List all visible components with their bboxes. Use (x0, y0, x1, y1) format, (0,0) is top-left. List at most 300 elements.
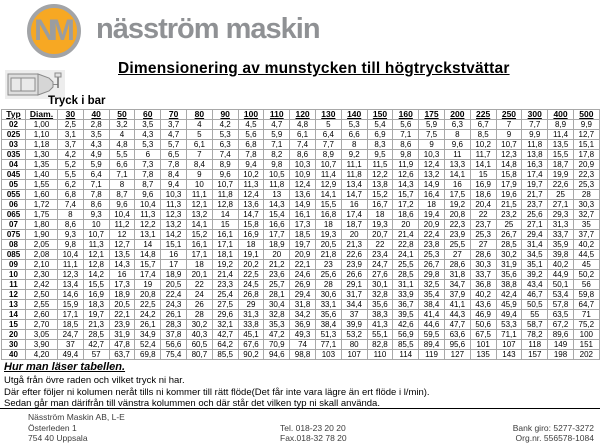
flow-cell: 71,1 (496, 330, 522, 340)
typ-cell: 02 (2, 120, 26, 130)
flow-cell: 8,6 (290, 150, 316, 160)
flow-cell: 6,4 (315, 130, 341, 140)
flow-cell: 19 (135, 280, 161, 290)
flow-cell: 27,5 (212, 300, 238, 310)
typ-cell: 035 (2, 150, 26, 160)
flow-cell: 25 (548, 190, 574, 200)
flow-cell: 40,2 (470, 290, 496, 300)
flow-cell: 21,4 (393, 230, 419, 240)
flow-cell: 16 (109, 270, 135, 280)
flow-cell: 63,6 (444, 330, 470, 340)
table-row (2, 190, 600, 200)
flow-cell: 41,4 (419, 310, 445, 320)
flow-cell: 3,7 (58, 140, 84, 150)
flow-cell: 80,7 (186, 350, 212, 360)
flow-cell: 9,8 (264, 160, 290, 170)
flow-cell: 198 (548, 350, 574, 360)
flow-cell: 17,7 (264, 230, 290, 240)
flow-cell: 8 (341, 140, 367, 150)
flow-cell: 46,7 (522, 290, 548, 300)
flow-cell: 50,6 (470, 320, 496, 330)
flow-cell: 33,8 (238, 320, 264, 330)
flow-cell: 26,8 (238, 290, 264, 300)
flow-cell: 35,9 (548, 240, 574, 250)
flow-cell: 10,3 (419, 150, 445, 160)
pressure-column-header: 175 (419, 110, 445, 120)
flow-cell: 6,2 (58, 180, 84, 190)
table-body (2, 120, 600, 360)
flow-cell: 17,4 (135, 270, 161, 280)
company-name: näsström maskin (96, 13, 320, 45)
pressure-column-header: 300 (522, 110, 548, 120)
typ-cell: 05 (2, 180, 26, 190)
flow-cell: 12,6 (393, 170, 419, 180)
flow-cell: 17,8 (573, 150, 599, 160)
flow-cell: 10,7 (315, 160, 341, 170)
flow-cell: 107 (341, 350, 367, 360)
flow-cell: 55,1 (367, 330, 393, 340)
pressure-column-header: 120 (290, 110, 316, 120)
flow-cell: 47,7 (444, 320, 470, 330)
footer-divider (0, 408, 600, 409)
flow-cell: 13,2 (186, 210, 212, 220)
flow-cell: 75,2 (573, 320, 599, 330)
typ-cell: 10 (2, 270, 26, 280)
flow-cell: 5,4 (367, 120, 393, 130)
flow-cell: 31,3 (548, 220, 574, 230)
diam-cell: 1,30 (26, 150, 58, 160)
flow-cell: 30,3 (470, 260, 496, 270)
flow-cell: 7,1 (83, 180, 109, 190)
flow-cell: 28 (573, 190, 599, 200)
flow-cell: 6,4 (83, 170, 109, 180)
flow-cell: 25,4 (212, 290, 238, 300)
flow-cell: 19,1 (238, 250, 264, 260)
flow-cell: 17,3 (290, 220, 316, 230)
flow-cell: 16,9 (470, 180, 496, 190)
flow-cell: 20 (393, 220, 419, 230)
flow-cell: 12,7 (109, 240, 135, 250)
pressure-column-header: 140 (341, 110, 367, 120)
pressure-unit-label: Tryck i bar (48, 95, 106, 107)
flow-cell: 15,1 (161, 240, 187, 250)
flow-cell: 10,4 (58, 250, 84, 260)
flow-cell: 22,5 (135, 300, 161, 310)
flow-cell: 4,7 (161, 130, 187, 140)
flow-cell: 10,4 (135, 200, 161, 210)
flow-cell: 7 (496, 120, 522, 130)
flow-cell: 13,2 (161, 220, 187, 230)
flow-cell: 4 (109, 130, 135, 140)
flow-cell: 22,5 (238, 270, 264, 280)
flow-cell: 32,8 (367, 290, 393, 300)
flow-cell: 15,8 (496, 170, 522, 180)
flow-cell: 59,8 (573, 290, 599, 300)
flow-cell: 12,2 (367, 170, 393, 180)
flow-cell: 80 (341, 340, 367, 350)
footer-address-block (28, 412, 125, 444)
flow-cell: 17,2 (393, 200, 419, 210)
flow-cell: 12,7 (573, 130, 599, 140)
flow-cell: 29,4 (290, 290, 316, 300)
flow-cell: 19,2 (212, 260, 238, 270)
flow-cell: 8,4 (186, 160, 212, 170)
flow-cell: 23,9 (444, 230, 470, 240)
flow-cell: 5,2 (58, 160, 84, 170)
flow-cell: 15,9 (58, 300, 84, 310)
table-row (2, 180, 600, 190)
flow-cell: 23,4 (367, 250, 393, 260)
typ-cell: 045 (2, 170, 26, 180)
flow-cell: 31,9 (496, 260, 522, 270)
flow-cell: 7,4 (58, 200, 84, 210)
pressure-column-header: 150 (367, 110, 393, 120)
flow-cell: 35,6 (367, 300, 393, 310)
typ-cell: 04 (2, 160, 26, 170)
flow-cell: 20,9 (573, 160, 599, 170)
flow-cell: 26,6 (341, 270, 367, 280)
flow-cell: 49,4 (496, 310, 522, 320)
flow-cell: 56,6 (161, 340, 187, 350)
flow-cell: 11,4 (548, 130, 574, 140)
flow-cell: 5,9 (83, 160, 109, 170)
flow-cell: 12,4 (419, 160, 445, 170)
flow-cell: 11,3 (83, 240, 109, 250)
flow-cell: 23,2 (496, 210, 522, 220)
flow-cell: 58,7 (522, 320, 548, 330)
diam-cell: 2,30 (26, 270, 58, 280)
flow-cell: 135 (470, 350, 496, 360)
flow-cell: 16,4 (419, 190, 445, 200)
flow-cell: 24,7 (58, 330, 84, 340)
flow-cell: 27 (444, 250, 470, 260)
howto-section (4, 361, 596, 410)
flow-cell: 57,8 (548, 300, 574, 310)
flow-cell: 12,8 (212, 200, 238, 210)
pressure-column-header: 50 (109, 110, 135, 120)
flow-cell: 10,2 (238, 170, 264, 180)
flow-cell: 18 (367, 210, 393, 220)
flow-cell: 90,2 (238, 350, 264, 360)
flow-cell: 12 (109, 230, 135, 240)
flow-cell: 10,7 (83, 230, 109, 240)
flow-cell: 43,4 (522, 280, 548, 290)
table-row (2, 350, 600, 360)
table-row (2, 230, 600, 240)
flow-cell: 29,3 (548, 210, 574, 220)
flow-cell: 23,9 (341, 260, 367, 270)
flow-cell: 78,2 (522, 330, 548, 340)
flow-cell: 60,5 (186, 340, 212, 350)
flow-cell: 49,3 (290, 330, 316, 340)
flow-cell: 34,7 (444, 280, 470, 290)
flow-cell: 9,9 (522, 130, 548, 140)
flow-cell: 11,1 (341, 160, 367, 170)
flow-cell: 25 (496, 220, 522, 230)
flow-cell: 24,2 (135, 310, 161, 320)
flow-cell: 34,2 (290, 310, 316, 320)
flow-cell: 34,4 (341, 300, 367, 310)
flow-cell: 20,5 (109, 300, 135, 310)
flow-cell: 4,7 (264, 120, 290, 130)
flow-cell: 35 (573, 220, 599, 230)
flow-cell: 9,6 (109, 200, 135, 210)
flow-cell: 151 (573, 340, 599, 350)
flow-cell: 157 (522, 350, 548, 360)
flow-cell: 19,7 (522, 180, 548, 190)
typ-cell: 11 (2, 280, 26, 290)
flow-cell: 149 (548, 340, 574, 350)
flow-cell: 53,3 (496, 320, 522, 330)
flow-cell: 6,3 (444, 120, 470, 130)
typ-cell: 085 (2, 250, 26, 260)
diam-cell: 1,40 (26, 170, 58, 180)
flow-cell: 11,5 (367, 160, 393, 170)
flow-cell: 14 (212, 210, 238, 220)
flow-cell: 21,8 (315, 250, 341, 260)
flow-cell: 35,4 (419, 290, 445, 300)
flow-cell: 16,1 (290, 210, 316, 220)
flow-cell: 31,7 (341, 290, 367, 300)
howto-heading: Hur man läser tabellen. (4, 361, 126, 373)
flow-cell: 16,6 (264, 220, 290, 230)
flow-cell: 16,9 (238, 230, 264, 240)
table-row (2, 250, 600, 260)
flow-cell: 100 (573, 330, 599, 340)
flow-cell: 14 (135, 240, 161, 250)
footer-company: Näsström Maskin AB, L-E (28, 412, 125, 422)
flow-cell: 36,9 (290, 320, 316, 330)
flow-cell: 38,4 (419, 300, 445, 310)
typ-cell: 075 (2, 230, 26, 240)
diam-cell: 1,90 (26, 230, 58, 240)
flow-cell: 5 (186, 130, 212, 140)
flow-cell: 14,7 (341, 190, 367, 200)
flow-cell: 18 (419, 200, 445, 210)
flow-cell: 30,3 (573, 200, 599, 210)
flow-cell: 36,7 (393, 300, 419, 310)
flow-cell: 14,7 (238, 210, 264, 220)
flow-cell: 13,1 (135, 230, 161, 240)
flow-cell: 22 (470, 210, 496, 220)
flow-cell: 59,5 (419, 330, 445, 340)
pressure-column-header: 225 (470, 110, 496, 120)
flow-cell: 71 (573, 310, 599, 320)
diam-cell: 1,75 (26, 210, 58, 220)
flow-cell: 10 (186, 180, 212, 190)
flow-cell: 12,1 (83, 250, 109, 260)
table-head (2, 110, 600, 120)
flow-cell: 16,9 (83, 290, 109, 300)
flow-cell: 13,8 (522, 150, 548, 160)
pressure-column-header: 110 (264, 110, 290, 120)
flow-cell: 3,5 (135, 120, 161, 130)
pressure-column-header: 30 (58, 110, 84, 120)
flow-cell: 5,5 (109, 150, 135, 160)
flow-cell: 14,3 (109, 260, 135, 270)
typ-cell: 12 (2, 290, 26, 300)
flow-cell: 5,6 (238, 130, 264, 140)
diam-cell: 1,35 (26, 160, 58, 170)
flow-cell: 23,9 (109, 320, 135, 330)
flow-cell: 10,3 (161, 190, 187, 200)
flow-cell: 7,1 (264, 140, 290, 150)
flow-cell: 8,2 (264, 150, 290, 160)
pressure-column-header: 250 (496, 110, 522, 120)
flow-cell: 34,5 (522, 250, 548, 260)
flow-cell: 5,9 (419, 120, 445, 130)
flow-cell: 15,7 (393, 190, 419, 200)
flow-cell: 6,3 (212, 140, 238, 150)
flow-cell: 41,3 (367, 320, 393, 330)
flow-cell: 31,4 (522, 240, 548, 250)
flow-cell: 7,1 (109, 170, 135, 180)
flow-cell: 20,5 (161, 280, 187, 290)
flow-cell: 21,3 (83, 320, 109, 330)
company-logo (27, 4, 81, 58)
flow-cell: 19,3 (315, 230, 341, 240)
flow-cell: 67,6 (238, 340, 264, 350)
table-row (2, 150, 600, 160)
flow-cell: 7,7 (315, 140, 341, 150)
flow-cell: 47,8 (109, 340, 135, 350)
flow-cell: 18 (186, 260, 212, 270)
flow-cell: 25,3 (470, 230, 496, 240)
table-row (2, 300, 600, 310)
flow-cell: 56,9 (393, 330, 419, 340)
flow-cell: 64,2 (212, 340, 238, 350)
flow-cell: 18,9 (109, 290, 135, 300)
flow-cell: 9,8 (393, 150, 419, 160)
flow-cell: 20 (264, 250, 290, 260)
typ-cell: 07 (2, 220, 26, 230)
flow-cell: 26,7 (419, 260, 445, 270)
flow-cell: 56 (573, 280, 599, 290)
flow-cell: 20,8 (135, 290, 161, 300)
table-row (2, 220, 600, 230)
flow-cell: 37,9 (444, 290, 470, 300)
flow-cell: 21,3 (341, 240, 367, 250)
logo-circle-icon (27, 4, 81, 58)
flow-cell: 31,1 (393, 280, 419, 290)
flow-cell: 31,9 (109, 330, 135, 340)
flow-cell: 20,2 (238, 260, 264, 270)
flow-cell: 98,8 (290, 350, 316, 360)
flow-cell: 32,8 (264, 310, 290, 320)
flow-cell: 25,5 (393, 260, 419, 270)
diam-column-header: Diam. (26, 110, 58, 120)
flow-cell: 110 (367, 350, 393, 360)
diam-cell: 2,60 (26, 310, 58, 320)
table-row (2, 200, 600, 210)
flow-cell: 8 (109, 180, 135, 190)
flow-cell: 3,1 (58, 130, 84, 140)
flow-cell: 15 (212, 220, 238, 230)
flow-cell: 18 (315, 220, 341, 230)
flow-cell: 15,5 (83, 280, 109, 290)
flow-cell: 14,3 (393, 180, 419, 190)
flow-cell: 20,7 (367, 230, 393, 240)
flow-cell: 14,6 (58, 290, 84, 300)
flow-cell: 12,4 (238, 190, 264, 200)
flow-cell: 25,3 (573, 180, 599, 190)
flow-cell: 5 (315, 120, 341, 130)
diam-cell: 4,20 (26, 350, 58, 360)
flow-cell: 24 (186, 290, 212, 300)
flow-cell: 19,9 (548, 170, 574, 180)
flow-cell: 25,7 (264, 280, 290, 290)
flow-cell: 9,5 (367, 150, 393, 160)
flow-cell: 9 (496, 130, 522, 140)
flow-cell: 6,6 (341, 130, 367, 140)
flow-cell: 13,3 (444, 160, 470, 170)
flow-cell: 17,3 (109, 280, 135, 290)
flow-cell: 14,1 (315, 190, 341, 200)
flow-cell: 5,3 (135, 140, 161, 150)
flow-cell: 14,8 (496, 160, 522, 170)
flow-cell: 14,2 (83, 270, 109, 280)
flow-cell: 5,3 (341, 120, 367, 130)
flow-cell: 6,1 (290, 130, 316, 140)
flow-cell: 33,7 (548, 230, 574, 240)
flow-cell: 21,2 (264, 260, 290, 270)
flow-cell: 30,2 (186, 320, 212, 330)
flow-cell: 18,5 (290, 230, 316, 240)
flow-cell: 143 (496, 350, 522, 360)
flow-cell: 4 (186, 120, 212, 130)
flow-cell: 67,2 (548, 320, 574, 330)
flow-cell: 16,1 (212, 230, 238, 240)
flow-cell: 11,7 (470, 150, 496, 160)
flow-cell: 15,4 (264, 210, 290, 220)
flow-cell: 15,7 (135, 260, 161, 270)
typ-column-header: Typ (2, 110, 26, 120)
nozzle-flow-table (1, 109, 600, 360)
flow-cell: 15,8 (238, 220, 264, 230)
flow-cell: 17,9 (496, 180, 522, 190)
flow-cell: 28,5 (496, 240, 522, 250)
flow-cell: 95,6 (444, 340, 470, 350)
flow-cell: 28 (186, 310, 212, 320)
flow-cell: 40,3 (186, 330, 212, 340)
table-row (2, 270, 600, 280)
flow-cell: 39,2 (522, 270, 548, 280)
flow-cell: 35,3 (264, 320, 290, 330)
pressure-column-header: 80 (186, 110, 212, 120)
flow-cell: 89,4 (419, 340, 445, 350)
typ-cell: 20 (2, 330, 26, 340)
flow-cell: 44,5 (573, 250, 599, 260)
flow-cell: 14,9 (419, 180, 445, 190)
flow-cell: 12,4 (290, 180, 316, 190)
flow-cell: 12,9 (315, 180, 341, 190)
flow-cell: 18,9 (264, 240, 290, 250)
diam-cell: 1,55 (26, 180, 58, 190)
flow-cell: 26,1 (135, 320, 161, 330)
flow-cell: 37 (58, 340, 84, 350)
flow-cell: 29,4 (522, 230, 548, 240)
flow-cell: 24,3 (161, 300, 187, 310)
flow-cell: 22,1 (290, 260, 316, 270)
flow-cell: 18,7 (548, 160, 574, 170)
flow-cell: 22 (367, 240, 393, 250)
typ-cell: 14 (2, 310, 26, 320)
flow-cell: 14,3 (264, 200, 290, 210)
flow-cell: 8,7 (109, 190, 135, 200)
flow-cell: 6,8 (58, 190, 84, 200)
flow-cell: 17,1 (186, 250, 212, 260)
flow-cell: 22,6 (548, 180, 574, 190)
